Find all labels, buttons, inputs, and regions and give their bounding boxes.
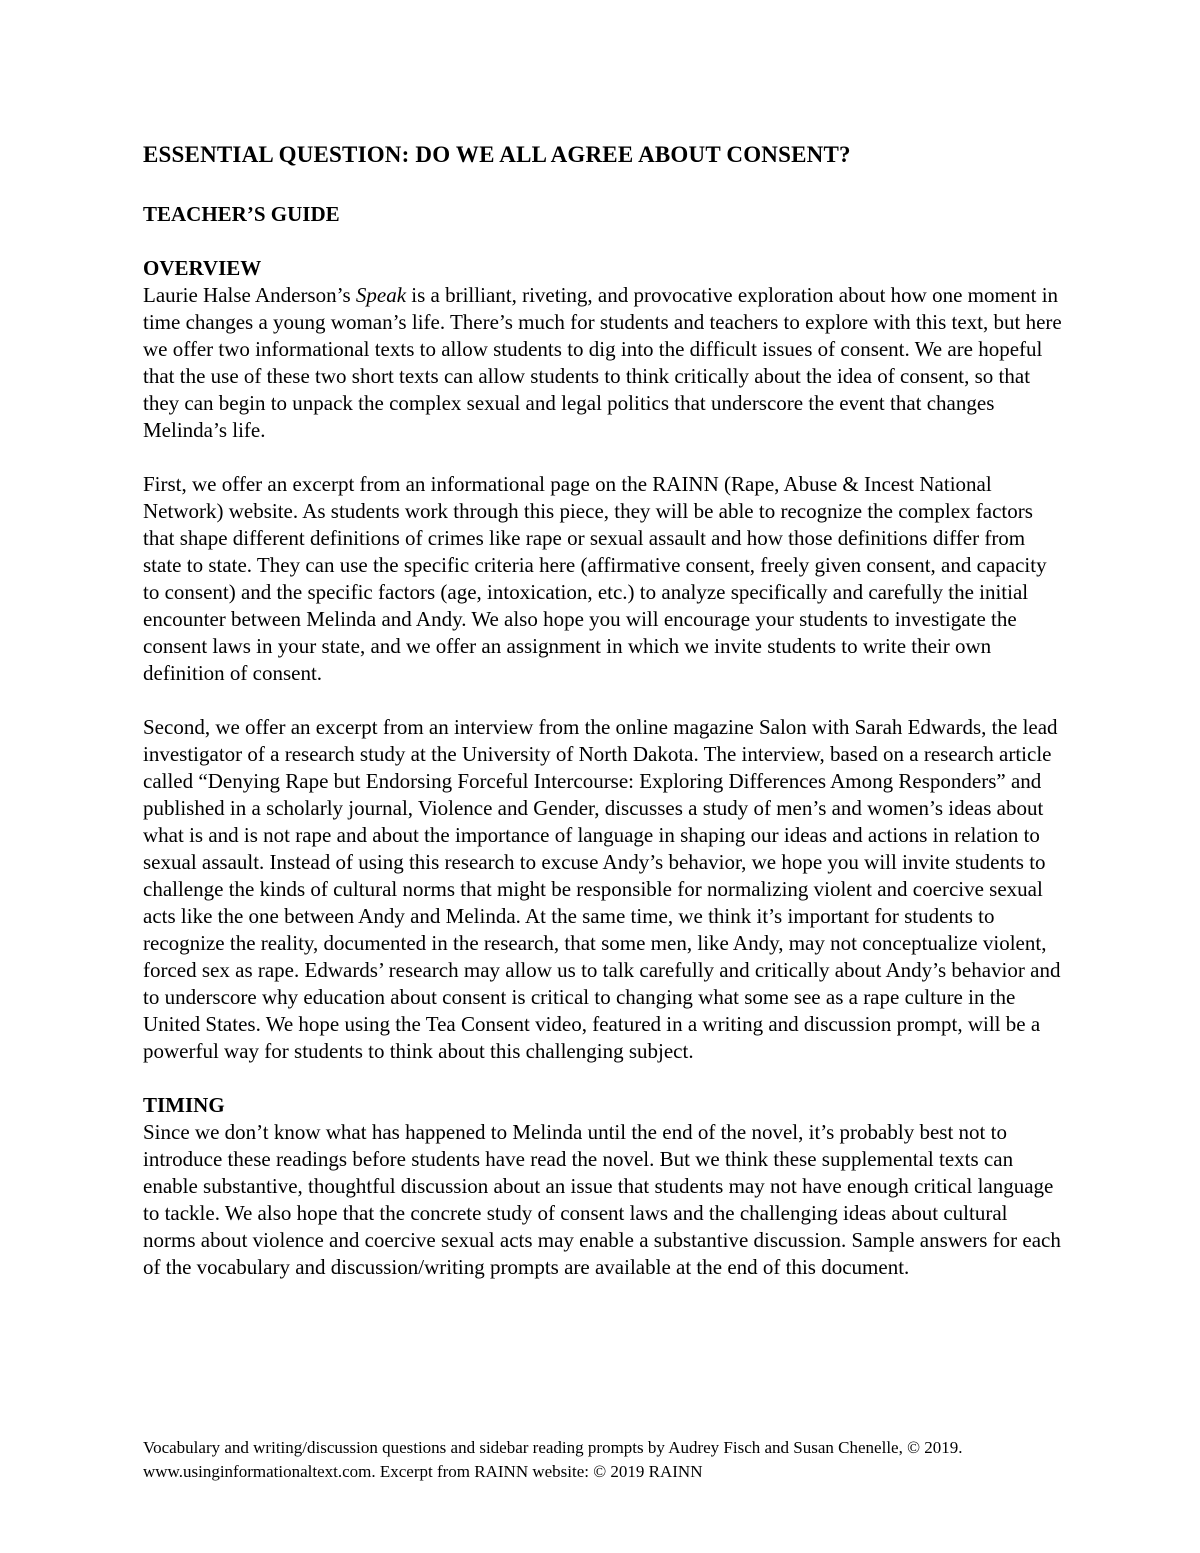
- overview-section: [143, 255, 1063, 1065]
- book-title: Speak: [355, 283, 407, 307]
- overview-intro-rest: is a brilliant, riveting, and provocative exploration about how one moment in time changes a young woman’s life. There’s much for students and teachers to explore with this text, but here we offer two informational texts to allow students to dig into the difficult issues of consent. We are hopeful that the use of these two short texts can allow students to think critically about the idea of consent, so that they can begin to unpack the complex sexual and legal politics that underscore the event that changes Melinda’s life.: [143, 283, 1062, 442]
- overview-intro-text: Laurie Halse Anderson’s: [143, 283, 356, 307]
- guide-subtitle: TEACHER’S GUIDE: [143, 202, 340, 226]
- page-footer: Vocabulary and writing/discussion questions and sidebar reading prompts by Audrey Fisch and Susan Chenelle, © 2019. www.usinginformationaltext.com. Excerpt from RAINN website: © 2019 RAINN: [143, 1438, 963, 1481]
- overview-paragraph-1: [143, 282, 1063, 444]
- document-page: [143, 140, 1063, 1281]
- overview-paragraph-2: First, we offer an excerpt from an informational page on the RAINN (Rape, Abuse & Incest National Network) website. As students work through this piece, they will be able to recognize the complex factors that shape different definitions of crimes like rape or sexual assault and how those definitions differ from state to state. They can use the specific criteria here (affirmative consent, freely given consent, and capacity to consent) and the specific factors (age, intoxication, etc.) to analyze specifically and carefully the initial encounter between Melinda and Andy. We also hope you will encourage your students to investigate the consent laws in your state, and we offer an assignment in which we invite students to write their own definition of consent.: [143, 472, 1047, 685]
- timing-heading: TIMING: [143, 1093, 225, 1117]
- overview-heading: OVERVIEW: [143, 256, 262, 280]
- overview-paragraph-3: Second, we offer an excerpt from an interview from the online magazine Salon with Sarah Edwards, the lead investigator of a research study at the University of North Dakota. The interview, based on a research article called “Denying Rape but Endorsing Forceful Intercourse: Exploring Differences Among Responders” and published in a scholarly journal, Violence and Gender, discusses a study of men’s and women’s ideas about what is and is not rape and about the importance of language in shaping our ideas and actions in relation to sexual assault. Instead of using this research to excuse Andy’s behavior, we hope you will invite students to challenge the kinds of cultural norms that might be responsible for normalizing violent and coercive sexual acts like the one between Andy and Melinda. At the same time, we think it’s important for students to recognize the reality, documented in the research, that some men, like Andy, may not conceptualize violent, forced sex as rape. Edwards’ research may allow us to talk carefully and critically about Andy’s behavior and to underscore why education about consent is critical to changing what some see as a rape culture in the United States. We hope using the Tea Consent video, featured in a writing and discussion prompt, will be a powerful way for students to think about this challenging subject.: [143, 715, 1061, 1063]
- page-title: ESSENTIAL QUESTION: DO WE ALL AGREE ABOUT CONSENT?: [143, 142, 851, 167]
- timing-paragraph: Since we don’t know what has happened to Melinda until the end of the novel, it’s probably best not to introduce these readings before students have read the novel. But we think these supplemental texts can enable substantive, thoughtful discussion about an issue that students may not have enough critical language to tackle. We also hope that the concrete study of consent laws and the challenging ideas about cultural norms about violence and coercive sexual acts may enable a substantive discussion. Sample answers for each of the vocabulary and discussion/writing prompts are available at the end of this document.: [143, 1120, 1061, 1279]
- timing-section: [143, 1092, 1063, 1281]
